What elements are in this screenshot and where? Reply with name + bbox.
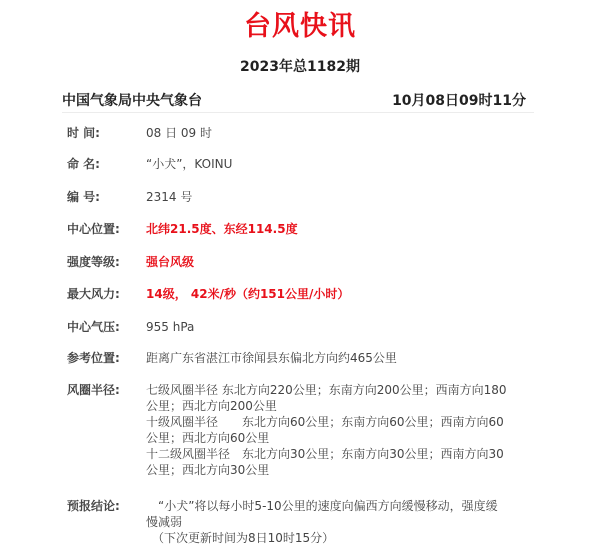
field-label: 参考位置: <box>67 351 120 365</box>
forecast-line: （下次更新时间为8日10时15分） <box>146 531 335 545</box>
issued-time: 10月08日09时11分 <box>392 93 526 109</box>
wind-radius-line: 十二级风圈半径 东北方向30公里；东南方向30公里；西南方向30 <box>146 447 504 461</box>
field-label: 编 号: <box>67 190 100 204</box>
field-label: 中心气压: <box>67 320 120 334</box>
field-value: 强台风级 <box>146 255 195 269</box>
field-label: 时 间: <box>67 126 100 140</box>
field-value: 08 日 09 时 <box>146 126 212 140</box>
field-value: 955 hPa <box>146 320 195 334</box>
forecast-line: 慢减弱 <box>146 515 183 529</box>
field-label: 强度等级: <box>67 255 120 269</box>
field-value: 14级， 42米/秒（约151公里/小时） <box>146 287 350 301</box>
wind-radius-line: 公里；西北方向60公里 <box>146 431 270 445</box>
field-label: 命 名: <box>67 157 100 171</box>
wind-radius-line: 公里；西北方向200公里 <box>146 399 277 413</box>
forecast-value <box>146 498 541 546</box>
header-row <box>62 90 534 113</box>
forecast-line: “小犬”将以每小时5-10公里的速度向偏西方向缓慢移动，强度缓 <box>146 499 498 513</box>
wind-radius-line: 七级风圈半径 东北方向220公里；东南方向200公里；西南方向180 <box>146 383 507 397</box>
field-label: 最大风力: <box>67 287 120 301</box>
field-value: “小犬”，KOINU <box>146 157 233 171</box>
issue-number: 2023年总1182期 <box>240 59 360 75</box>
agency-name: 中国气象局中央气象台 <box>62 93 202 109</box>
field-label: 预报结论: <box>67 499 120 513</box>
wind-radius-value <box>146 382 541 478</box>
wind-radius-line: 公里；西北方向30公里 <box>146 463 270 477</box>
page-title: 台风快讯 <box>244 11 356 42</box>
field-value: 2314 号 <box>146 190 193 204</box>
field-label: 中心位置: <box>67 222 120 236</box>
field-value: 北纬21.5度、东经114.5度 <box>146 222 298 236</box>
field-value: 距离广东省湛江市徐闻县东偏北方向约465公里 <box>146 351 397 365</box>
field-label: 风圈半径: <box>67 383 120 397</box>
wind-radius-line: 十级风圈半径 东北方向60公里；东南方向60公里；西南方向60 <box>146 415 504 429</box>
